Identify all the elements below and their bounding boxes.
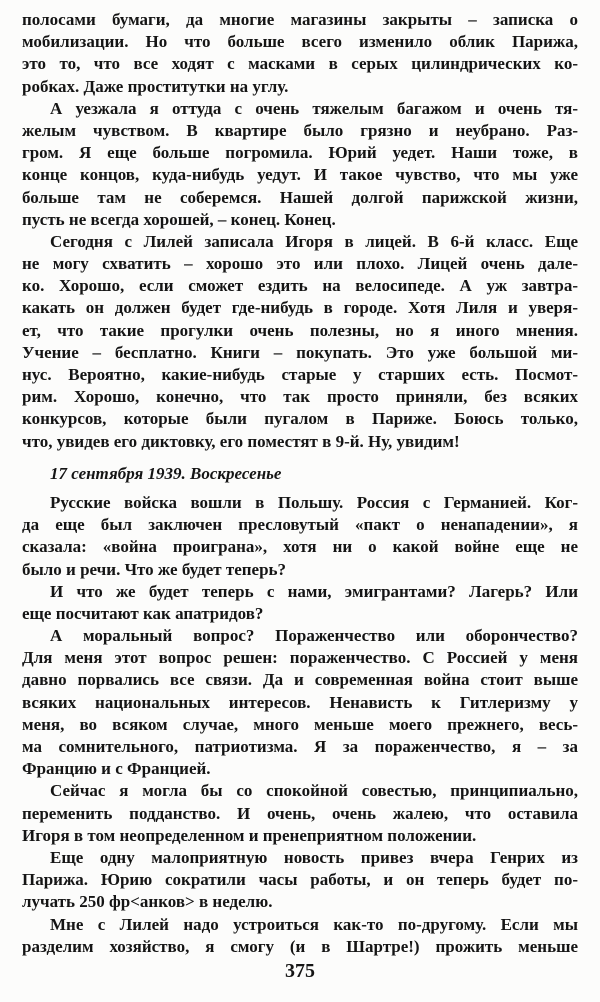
paragraph — [22, 847, 578, 914]
text-line: было и речи. Что же будет теперь? — [22, 559, 287, 579]
text-line: Еще одну малоприятную новость привез вчера Генрих из — [50, 847, 578, 867]
paragraph — [22, 9, 578, 98]
text-line: ма сомнительного, патриотизма. Я за пораженчество, я – за — [22, 737, 578, 756]
text-line: давно порвались все связи. Да и современная война стоит выше — [22, 670, 578, 690]
text-line: что, увидев его диктовку, его поместят в 9-й. Ну, увидим! — [22, 431, 460, 451]
text-line: меня, во всяком случае, много меньше моего прежнего, весь- — [22, 714, 578, 734]
text-line: робках. Даже проститутки на углу. — [22, 76, 289, 96]
text-line: А уезжала я оттуда с очень тяжелым багажом и очень тя- — [50, 98, 578, 118]
paragraph — [22, 492, 578, 581]
text-line: Для меня этот вопрос решен: пораженчество. С Россией у меня — [22, 648, 578, 668]
text-line: больше там не соберемся. Нашей долгой парижской жизни, — [22, 187, 578, 207]
text-line: Учение – бесплатно. Книги – покупать. Это уже большой ми- — [22, 342, 578, 362]
text-line: лучать 250 фр<анков> в неделю. — [22, 892, 273, 912]
text-line: еще посчитают как апатридов? — [22, 603, 264, 623]
text-line: конкурсов, которые были пугалом в Париже. Боюсь только, — [22, 409, 578, 429]
paragraph — [22, 625, 578, 780]
text-line: Игоря в том неопределенном и пренеприятном положении. — [22, 825, 477, 845]
text-line: ко. Хорошо, если сможет ездить на велосипеде. А уж завтра- — [22, 276, 578, 296]
text-line: Мне с Лилей надо устроиться как-то по-другому. Если мы — [50, 914, 578, 934]
text-line: Парижа. Юрию сократили часы работы, и он теперь будет по- — [22, 870, 578, 890]
text-line: гром. Я еще больше погромила. Юрий уедет. Наши тоже, в — [22, 143, 578, 163]
page-number: 375 — [285, 960, 315, 982]
text-line: всяких национальных интересов. Ненависть к Гитлеризму у — [22, 692, 578, 712]
paragraph — [22, 98, 578, 231]
text-line: да еще был заключен пресловутый «пакт о ненападении», я — [22, 515, 578, 535]
text-line: мобилизации. Но что больше всего изменило облик Парижа, — [22, 32, 578, 52]
paragraph — [22, 231, 578, 453]
date-heading: 17 сентября 1939. Воскресенье — [50, 463, 282, 483]
text-line: Сегодня с Лилей записала Игоря в лицей. В 6-й класс. Еще — [50, 231, 578, 251]
text-line: пусть не всегда хорошей, – конец. Конец. — [22, 209, 336, 229]
text-line: это то, что все ходят с масками в серых цилиндрических ко- — [22, 54, 578, 74]
text-line: Сейчас я могла бы со спокойной совестью, принципиально, — [50, 781, 578, 801]
paragraph — [22, 780, 578, 847]
text-line: Францию и с Францией. — [22, 759, 211, 779]
text-line: Русские войска вошли в Польшу. Россия с Германией. Ког- — [50, 492, 578, 512]
text-line: не могу схватить – хорошо это или плохо. Лицей очень дале- — [22, 254, 578, 274]
text-line: конце концов, куда-нибудь уедут. И такое чувство, что мы уже — [22, 165, 578, 185]
text-line: нус. Вероятно, какие-нибудь старые у старших есть. Посмот- — [22, 365, 578, 384]
text-line: сказала: «война проиграна», хотя ни о какой войне еще не — [22, 537, 578, 557]
paragraph — [22, 581, 578, 625]
text-line: ет, что такие прогулки очень полезны, но я иного мнения. — [22, 320, 578, 340]
text-line: рим. Хорошо, конечно, что так просто приняли, без всяких — [22, 387, 578, 407]
text-line: желым чувством. В квартире было грязно и неубрано. Раз- — [22, 120, 578, 140]
text-line: полосами бумаги, да многие магазины закрыты – записка о — [22, 10, 578, 29]
text-line: И что же будет теперь с нами, эмигрантами? Лагерь? Или — [50, 581, 578, 601]
paragraph — [22, 914, 578, 958]
text-line: А моральный вопрос? Пораженчество или оборончество? — [50, 626, 578, 646]
text-line: какать он должен будет где-нибудь в городе. Хотя Лиля и уверя- — [22, 298, 578, 318]
text-line: разделим хозяйство, я смогу (и в Шартре!) прожить меньше — [22, 936, 578, 956]
text-line: переменить подданство. И очень, очень жалею, что оставила — [22, 803, 578, 823]
